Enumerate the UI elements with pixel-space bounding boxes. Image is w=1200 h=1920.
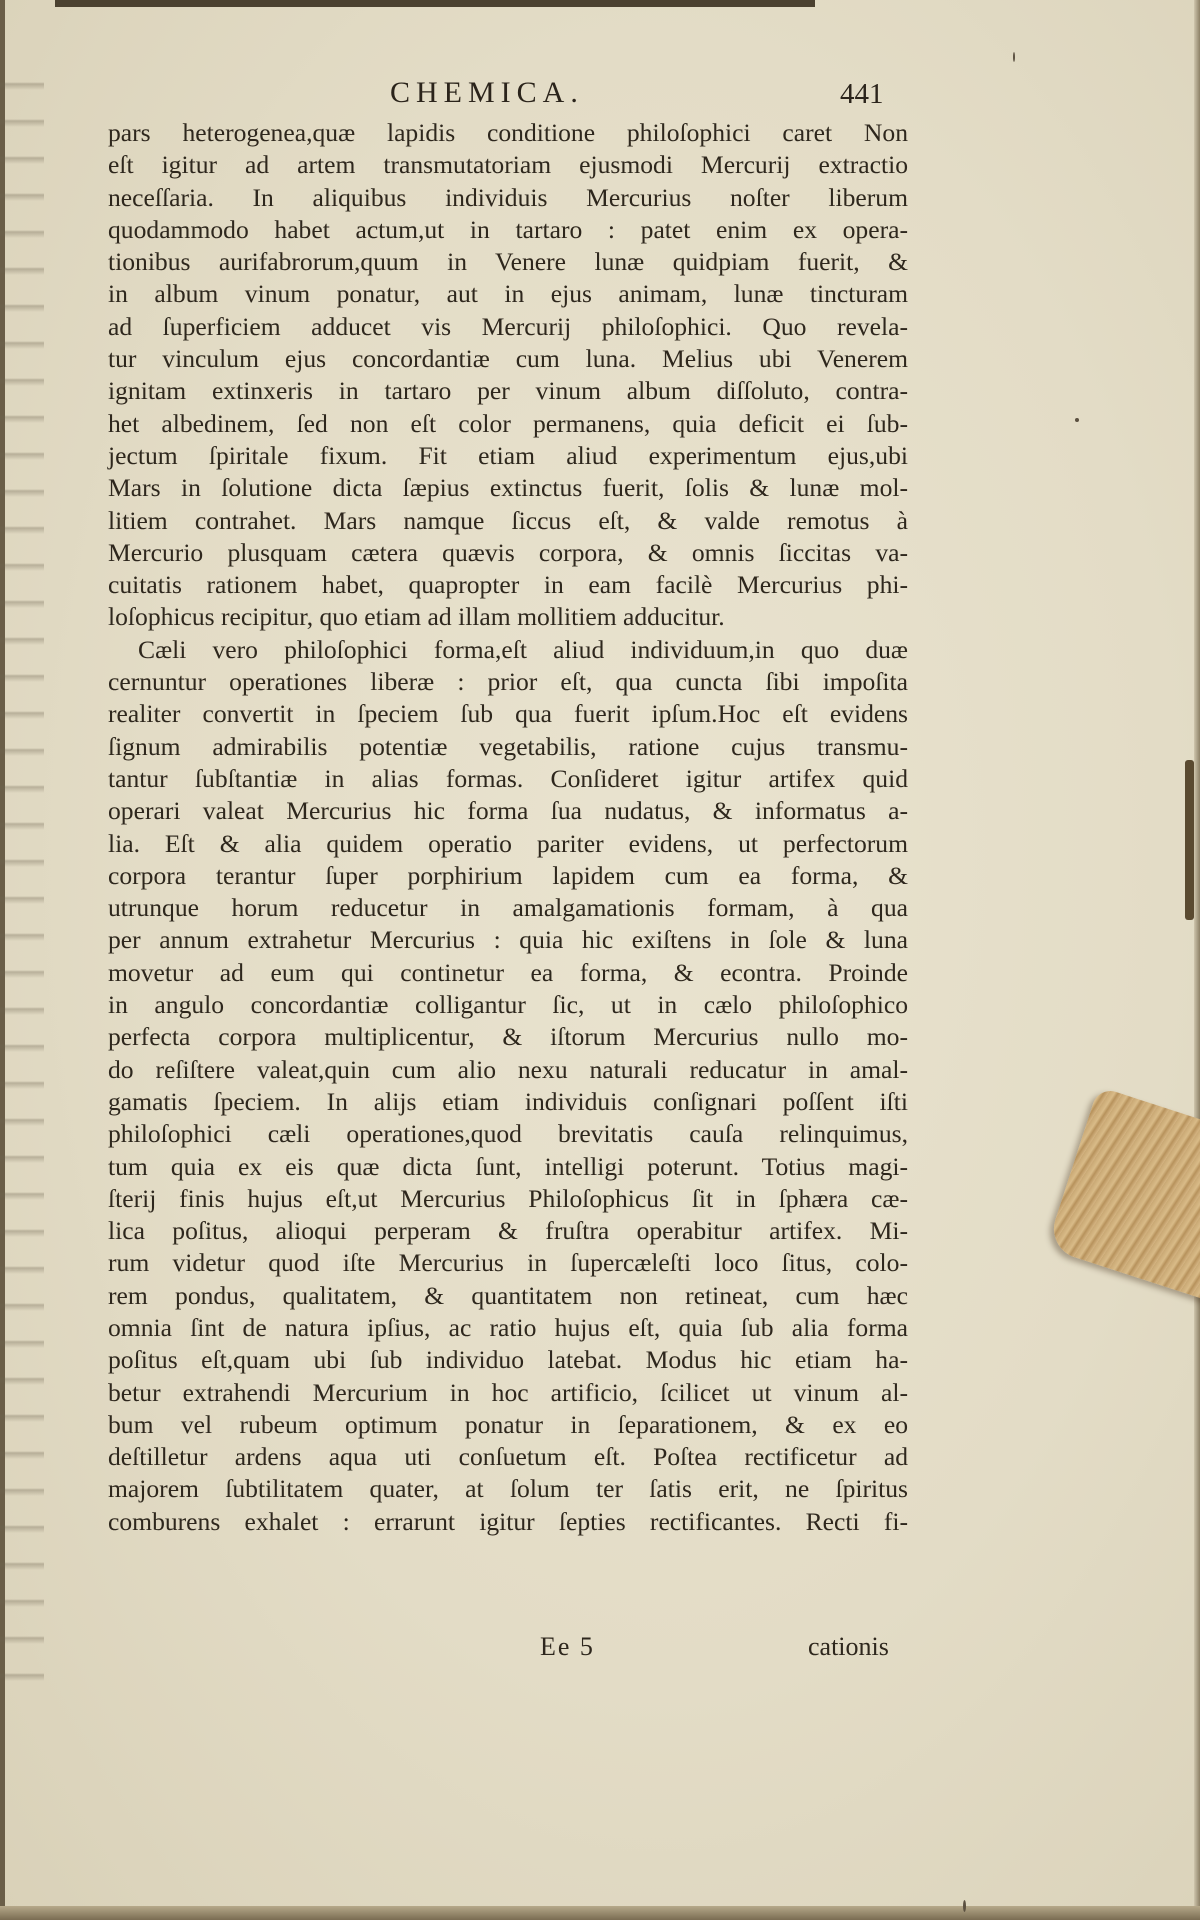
text-line: tum quia ex eis quæ dicta ſunt, intelligi poterunt. Totius magi- — [108, 1151, 908, 1181]
text-line: gamatis ſpeciem. In alijs etiam individuis conſignari poſſent iſti — [108, 1086, 908, 1116]
page-right-edge — [1194, 0, 1200, 1920]
wooden-bookmark — [1046, 1086, 1200, 1303]
text-line: tur vinculum ejus concordantiæ cum luna. Melius ubi Venerem — [108, 344, 908, 374]
gutter-bleed-through — [0, 60, 44, 1700]
text-line: tantur ſubſtantiæ in alias formas. Conſideret igitur artifex quid — [108, 763, 908, 793]
text-line: tionibus aurifabrorum,quum in Venere lunæ quidpiam fuerit, & — [108, 247, 908, 277]
text-line: Mars in ſolutione dicta ſæpius extinctus fuerit, ſolis & lunæ mol- — [108, 473, 908, 503]
text-line: Mercurio plusquam cætera quævis corpora, & omnis ſiccitas va- — [108, 537, 908, 567]
text-line: ſterij finis hujus eſt,ut Mercurius Philoſophicus ſit in ſphæra cæ- — [108, 1183, 908, 1213]
page-number: 441 — [840, 78, 884, 110]
text-line: jectum ſpiritale fixum. Fit etiam aliud experimentum ejus,ubi — [108, 440, 908, 470]
text-line: het albedinem, ſed non eſt color permanens, quia deficit ei ſub- — [108, 408, 908, 438]
text-line: bum vel rubeum optimum ponatur in ſeparationem, & ex eo — [108, 1409, 908, 1439]
text-line: rum videtur quod iſte Mercurius in ſupercæleſti loco ſitus, colo- — [108, 1248, 908, 1278]
text-line: in angulo concordantiæ colligantur ſic, ut in cælo philoſophico — [108, 990, 908, 1020]
signature-mark: Ee 5 — [540, 1632, 595, 1661]
text-line: operari valeat Mercurius hic forma ſua nudatus, & informatus a- — [108, 796, 908, 826]
text-line: loſophicus recipitur, quo etiam ad illam mollitiem adducitur. — [108, 602, 725, 632]
text-line: corpora terantur ſuper porphirium lapidem cum ea forma, & — [108, 860, 908, 890]
ink-speck — [963, 1900, 966, 1912]
text-line: pars heterogenea,quæ lapidis conditione philoſophici caret Non — [108, 118, 908, 147]
page-footer — [108, 1632, 908, 1672]
edge-marker — [1185, 760, 1194, 920]
text-line: in album vinum ponatur, aut in ejus animam, lunæ tincturam — [108, 279, 908, 309]
text-line: lica poſitus, alioqui perperam & fruſtra operabitur artifex. Mi- — [108, 1216, 908, 1246]
text-line: neceſſaria. In aliquibus individuis Mercurius noſter liberum — [108, 182, 908, 212]
text-line: do reſiſtere valeat,quin cum alio nexu naturali reducatur in amal- — [108, 1054, 908, 1084]
text-line: poſitus eſt,quam ubi ſub individuo latebat. Modus hic etiam ha- — [108, 1345, 908, 1375]
text-line: perfecta corpora multiplicentur, & iſtorum Mercurius nullo mo- — [108, 1022, 908, 1052]
text-line: quodammodo habet actum,ut in tartaro : patet enim ex opera- — [108, 214, 908, 244]
text-line: Cæli vero philoſophici forma,eſt aliud individuum,in quo duæ — [138, 634, 908, 664]
text-line: majorem ſubtilitatem quater, at ſolum ter ſatis erit, ne ſpiritus — [108, 1474, 908, 1504]
body-text — [108, 117, 908, 1538]
catchword: cationis — [808, 1632, 889, 1661]
page-bottom-edge — [0, 1906, 1200, 1920]
text-line: movetur ad eum qui continetur ea forma, & econtra. Proinde — [108, 957, 908, 987]
ink-speck — [1075, 418, 1079, 422]
text-line: utrunque horum reducetur in amalgamationis formam, à qua — [108, 893, 908, 923]
text-line: cuitatis rationem habet, quapropter in eam facilè Mercurius phi- — [108, 570, 908, 600]
text-line: ignitam extinxeris in tartaro per vinum album diſſoluto, contra- — [108, 376, 908, 406]
text-line: ad ſuperficiem adducet vis Mercurij philoſophici. Quo revela- — [108, 311, 908, 341]
text-line: comburens exhalet : errarunt igitur ſepties rectificantes. Recti fi- — [108, 1506, 908, 1536]
text-line: philoſophici cæli operationes,quod brevitatis cauſa relinquimus, — [108, 1119, 908, 1149]
text-line: deſtilletur ardens aqua uti conſuetum eſt. Poſtea rectificetur ad — [108, 1442, 908, 1472]
text-line: litiem contrahet. Mars namque ſiccus eſt, & valde remotus à — [108, 505, 908, 535]
ink-speck — [1013, 52, 1015, 62]
running-head — [108, 76, 908, 116]
text-line: lia. Eſt & alia quidem operatio pariter evidens, ut perfectorum — [108, 828, 908, 858]
text-line: betur extrahendi Mercurium in hoc artificio, ſcilicet ut vinum al- — [108, 1377, 908, 1407]
text-line: rem pondus, qualitatem, & quantitatem non retineat, cum hæc — [108, 1280, 908, 1310]
text-line: per annum extrahetur Mercurius : quia hic exiſtens in ſole & luna — [108, 925, 908, 955]
text-line: realiter convertit in ſpeciem ſub qua fuerit ipſum.Hoc eſt evidens — [108, 699, 908, 729]
text-line: eſt igitur ad artem transmutatoriam ejusmodi Mercurij extractio — [108, 150, 908, 180]
page-top-edge — [55, 0, 815, 7]
text-line: omnia ſint de natura ipſius, ac ratio hujus eſt, quia ſub alia forma — [108, 1312, 908, 1342]
text-line: ſignum admirabilis potentiæ vegetabilis, ratione cujus transmu- — [108, 731, 908, 761]
text-line: cernuntur operationes liberæ : prior eſt, qua cuncta ſibi impoſita — [108, 667, 908, 697]
running-head-title: CHEMICA. — [390, 76, 584, 109]
